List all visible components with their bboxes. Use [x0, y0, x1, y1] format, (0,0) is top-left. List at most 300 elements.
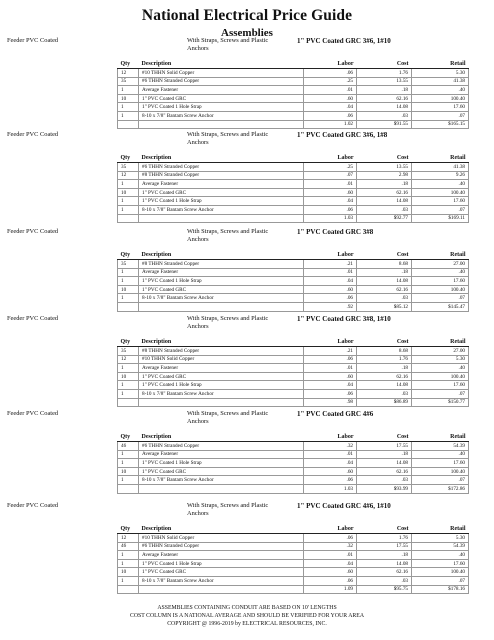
table-cell: 8.68: [357, 260, 412, 269]
table-cell: .01: [304, 364, 357, 373]
footer-line: ASSEMBLIES CONTAINING CONDUIT ARE BASED ON 10' LENGTHS: [157, 605, 337, 611]
table-cell: 1: [118, 551, 139, 560]
assembly-table: [117, 524, 469, 594]
table-header-row: [118, 337, 469, 347]
table-cell: .07: [412, 294, 469, 303]
table-cell: $172.86: [412, 484, 469, 493]
table-cell: .92: [304, 302, 357, 311]
table-cell: .03: [357, 294, 412, 303]
column-header: Cost: [357, 432, 412, 442]
table-cell: .60: [304, 372, 357, 381]
table-cell: 1: [118, 476, 139, 485]
table-cell: 14.08: [357, 103, 412, 112]
table-cell: #6 THHN Stranded Copper: [139, 163, 304, 172]
table-row: [118, 442, 469, 451]
table-cell: .18: [357, 268, 412, 277]
table-cell: 1: [118, 559, 139, 568]
table-row: [118, 197, 469, 206]
table-cell: .06: [304, 205, 357, 214]
table-cell: 10: [118, 285, 139, 294]
table-cell: $169.11: [412, 214, 469, 223]
table-row: [118, 568, 469, 577]
table-cell: .04: [304, 277, 357, 286]
column-header: Qty: [118, 337, 139, 347]
table-cell: 100.40: [412, 372, 469, 381]
table-cell: 1.76: [357, 69, 412, 78]
table-cell: .03: [357, 111, 412, 120]
table-cell: #8 THHN Stranded Copper: [139, 347, 304, 356]
table-cell: #6 THHN Stranded Copper: [139, 77, 304, 86]
table-cell: 10: [118, 372, 139, 381]
table-cell: $91.55: [357, 120, 412, 129]
table-cell: .40: [412, 450, 469, 459]
footer-line: COST COLUMN IS A NATIONAL AVERAGE AND SHOULD BE VERIFIED FOR YOUR AREA: [129, 613, 365, 619]
assembly-table: [117, 250, 469, 312]
assembly-header: [0, 37, 494, 59]
straps-label: With Straps, Screws and Plastic Anchors: [187, 37, 269, 52]
table-header-row: [118, 250, 469, 260]
table-row: [118, 372, 469, 381]
totals-row: [118, 214, 469, 223]
table-cell: .07: [412, 476, 469, 485]
column-header: Labor: [304, 250, 357, 260]
table-cell: 1: [118, 197, 139, 206]
table-cell: 2.98: [357, 171, 412, 180]
table-cell: .03: [357, 476, 412, 485]
column-header: Retail: [412, 250, 469, 260]
table-cell: 1" PVC Coated GRC: [139, 568, 304, 577]
table-row: [118, 389, 469, 398]
table-cell: 1: [118, 86, 139, 95]
table-row: [118, 294, 469, 303]
table-cell: 1: [118, 180, 139, 189]
table-cell: .21: [304, 260, 357, 269]
table-cell: 35: [118, 260, 139, 269]
table-header-row: [118, 524, 469, 534]
totals-row: [118, 398, 469, 407]
feeder-label: Feeder PVC Coated: [7, 131, 59, 138]
table-cell: Average Fastener: [139, 180, 304, 189]
table-cell: 10: [118, 94, 139, 103]
column-header: Retail: [412, 153, 469, 163]
table-cell: 54.39: [412, 442, 469, 451]
assembly-header: [0, 228, 494, 250]
table-cell: 1.76: [357, 534, 412, 543]
table-cell: 5.30: [412, 69, 469, 78]
table-cell: 12: [118, 171, 139, 180]
straps-label: With Straps, Screws and Plastic Anchors: [187, 228, 269, 243]
table-cell: 17.60: [412, 197, 469, 206]
table-cell: 35: [118, 163, 139, 172]
table-cell: .98: [304, 398, 357, 407]
table-row: [118, 171, 469, 180]
table-cell: $178.16: [412, 585, 469, 594]
table-cell: 1: [118, 389, 139, 398]
table-cell: 35: [118, 347, 139, 356]
totals-row: [118, 585, 469, 594]
table-cell: .03: [357, 389, 412, 398]
table-row: [118, 69, 469, 78]
table-cell: 13.55: [357, 163, 412, 172]
totals-row: [118, 484, 469, 493]
table-cell: .07: [412, 205, 469, 214]
table-cell: .04: [304, 103, 357, 112]
table-row: [118, 180, 469, 189]
column-header: Retail: [412, 337, 469, 347]
table-cell: .01: [304, 180, 357, 189]
table-cell: .06: [304, 534, 357, 543]
table-cell: 10: [118, 568, 139, 577]
assembly-section: [0, 502, 494, 593]
assembly-heading: 1" PVC Coated GRC 3#8: [297, 228, 374, 236]
table-cell: .40: [412, 364, 469, 373]
table-cell: #10 THHN Solid Copper: [139, 355, 304, 364]
table-cell: .06: [304, 69, 357, 78]
column-header: Description: [139, 153, 304, 163]
table-cell: 1" PVC Coated 1 Hole Strap: [139, 559, 304, 568]
column-header: Labor: [304, 337, 357, 347]
table-cell: .40: [412, 268, 469, 277]
feeder-label: Feeder PVC Coated: [7, 228, 59, 235]
table-cell: 35: [118, 77, 139, 86]
table-cell: 13.55: [357, 77, 412, 86]
column-header: Cost: [357, 337, 412, 347]
table-row: [118, 163, 469, 172]
table-cell: .18: [357, 364, 412, 373]
table-cell: .06: [304, 476, 357, 485]
table-cell: .06: [304, 389, 357, 398]
table-row: [118, 103, 469, 112]
table-cell: 17.60: [412, 459, 469, 468]
table-cell: 8.68: [357, 347, 412, 356]
table-row: [118, 277, 469, 286]
table-cell: .18: [357, 180, 412, 189]
column-header: Labor: [304, 524, 357, 534]
table-cell: $95.75: [357, 585, 412, 594]
table-cell: 62.16: [357, 372, 412, 381]
table-cell: 1" PVC Coated GRC: [139, 372, 304, 381]
table-cell: 1" PVC Coated 1 Hole Strap: [139, 277, 304, 286]
assembly-section: [0, 228, 494, 310]
column-header: Qty: [118, 250, 139, 260]
table-cell: 41.38: [412, 77, 469, 86]
table-cell: .07: [412, 111, 469, 120]
table-cell: .60: [304, 94, 357, 103]
table-cell: [118, 398, 139, 407]
table-header-row: [118, 59, 469, 69]
table-cell: Average Fastener: [139, 268, 304, 277]
column-header: Qty: [118, 432, 139, 442]
table-cell: [118, 120, 139, 129]
table-cell: 1.03: [304, 484, 357, 493]
straps-label: With Straps, Screws and Plastic Anchors: [187, 131, 269, 146]
table-row: [118, 355, 469, 364]
table-cell: [118, 214, 139, 223]
table-cell: 14.08: [357, 381, 412, 390]
column-header: Cost: [357, 59, 412, 69]
table-cell: 8-10 x 7/8" Bantam Screw Anchor: [139, 294, 304, 303]
table-cell: 62.16: [357, 94, 412, 103]
column-header: Labor: [304, 153, 357, 163]
table-cell: .21: [304, 347, 357, 356]
table-cell: 12: [118, 534, 139, 543]
table-cell: .06: [304, 111, 357, 120]
table-cell: [139, 484, 304, 493]
table-cell: 1: [118, 205, 139, 214]
table-cell: 1" PVC Coated GRC: [139, 467, 304, 476]
assembly-header: [0, 315, 494, 337]
table-cell: 14.08: [357, 277, 412, 286]
table-cell: [139, 302, 304, 311]
feeder-label: Feeder PVC Coated: [7, 315, 59, 322]
table-cell: 12: [118, 69, 139, 78]
table-cell: [139, 585, 304, 594]
table-cell: .06: [304, 355, 357, 364]
table-cell: [118, 484, 139, 493]
table-cell: $150.77: [412, 398, 469, 407]
table-cell: .60: [304, 188, 357, 197]
page-subtitle: Assemblies: [221, 27, 273, 39]
table-cell: 100.40: [412, 568, 469, 577]
table-row: [118, 542, 469, 551]
table-cell: .06: [304, 294, 357, 303]
table-cell: 8-10 x 7/8" Bantam Screw Anchor: [139, 389, 304, 398]
table-cell: 1" PVC Coated 1 Hole Strap: [139, 459, 304, 468]
table-cell: 12: [118, 355, 139, 364]
table-cell: 10: [118, 467, 139, 476]
table-cell: #10 THHN Solid Copper: [139, 69, 304, 78]
table-cell: 1: [118, 459, 139, 468]
footer-line: COPYRIGHT @ 1996-2019 by ELECTRICAL RESOURCES, INC.: [167, 621, 327, 627]
table-cell: $145.47: [412, 302, 469, 311]
table-cell: 8-10 x 7/8" Bantam Screw Anchor: [139, 111, 304, 120]
table-cell: .01: [304, 450, 357, 459]
table-row: [118, 534, 469, 543]
feeder-label: Feeder PVC Coated: [7, 502, 59, 509]
table-cell: .60: [304, 467, 357, 476]
table-cell: 41.38: [412, 163, 469, 172]
assembly-section: [0, 315, 494, 406]
table-cell: .60: [304, 285, 357, 294]
column-header: Cost: [357, 250, 412, 260]
table-cell: 1" PVC Coated 1 Hole Strap: [139, 197, 304, 206]
table-row: [118, 576, 469, 585]
totals-row: [118, 120, 469, 129]
table-cell: .01: [304, 268, 357, 277]
table-cell: .25: [304, 77, 357, 86]
table-cell: 1.76: [357, 355, 412, 364]
table-row: [118, 94, 469, 103]
table-cell: 54.39: [412, 542, 469, 551]
assembly-table: [117, 153, 469, 223]
column-header: Description: [139, 250, 304, 260]
table-cell: 1: [118, 450, 139, 459]
table-cell: 100.40: [412, 188, 469, 197]
column-header: Qty: [118, 59, 139, 69]
column-header: Cost: [357, 153, 412, 163]
column-header: Description: [139, 337, 304, 347]
table-cell: .07: [304, 171, 357, 180]
table-cell: 17.55: [357, 442, 412, 451]
table-cell: $165.15: [412, 120, 469, 129]
table-cell: Average Fastener: [139, 364, 304, 373]
table-cell: Average Fastener: [139, 86, 304, 95]
table-cell: 1: [118, 111, 139, 120]
assembly-table: [117, 59, 469, 129]
straps-label: With Straps, Screws and Plastic Anchors: [187, 315, 269, 330]
table-row: [118, 347, 469, 356]
table-row: [118, 268, 469, 277]
table-cell: .03: [357, 205, 412, 214]
table-cell: 8-10 x 7/8" Bantam Screw Anchor: [139, 476, 304, 485]
table-cell: 27.00: [412, 347, 469, 356]
table-cell: 17.60: [412, 103, 469, 112]
table-cell: .40: [412, 86, 469, 95]
table-row: [118, 559, 469, 568]
assembly-table: [117, 337, 469, 407]
table-cell: 1: [118, 268, 139, 277]
page-title: National Electrical Price Guide: [141, 7, 353, 24]
table-cell: 10: [118, 188, 139, 197]
table-cell: .40: [412, 551, 469, 560]
table-cell: .04: [304, 559, 357, 568]
table-cell: 1: [118, 381, 139, 390]
table-row: [118, 459, 469, 468]
column-header: Cost: [357, 524, 412, 534]
straps-label: With Straps, Screws and Plastic Anchors: [187, 410, 269, 425]
table-cell: 5.30: [412, 534, 469, 543]
table-row: [118, 450, 469, 459]
column-header: Description: [139, 432, 304, 442]
table-cell: 14.08: [357, 459, 412, 468]
table-cell: 14.08: [357, 197, 412, 206]
column-header: Description: [139, 59, 304, 69]
table-cell: 17.55: [357, 542, 412, 551]
table-cell: .40: [412, 180, 469, 189]
feeder-label: Feeder PVC Coated: [7, 410, 59, 417]
table-row: [118, 381, 469, 390]
straps-label: With Straps, Screws and Plastic Anchors: [187, 502, 269, 517]
table-header-row: [118, 432, 469, 442]
assembly-table: [117, 432, 469, 494]
table-cell: 14.08: [357, 559, 412, 568]
table-cell: 1" PVC Coated 1 Hole Strap: [139, 381, 304, 390]
table-cell: .07: [412, 576, 469, 585]
assembly-section: [0, 37, 494, 128]
table-cell: [118, 585, 139, 594]
table-cell: #10 THHN Solid Copper: [139, 534, 304, 543]
table-cell: 46: [118, 442, 139, 451]
table-cell: 100.40: [412, 94, 469, 103]
table-cell: 62.16: [357, 188, 412, 197]
table-cell: .32: [304, 442, 357, 451]
table-cell: 9.26: [412, 171, 469, 180]
assembly-header: [0, 502, 494, 524]
table-cell: $93.99: [357, 484, 412, 493]
table-cell: Average Fastener: [139, 450, 304, 459]
assembly-header: [0, 131, 494, 153]
table-cell: #6 THHN Stranded Copper: [139, 542, 304, 551]
assembly-heading: 1" PVC Coated GRC 3#6, 1#10: [297, 37, 391, 45]
table-row: [118, 476, 469, 485]
column-header: Labor: [304, 432, 357, 442]
table-row: [118, 111, 469, 120]
table-cell: $92.77: [357, 214, 412, 223]
table-cell: 1.02: [304, 120, 357, 129]
table-cell: 46: [118, 542, 139, 551]
table-cell: 27.00: [412, 260, 469, 269]
table-cell: 100.40: [412, 467, 469, 476]
table-row: [118, 205, 469, 214]
table-cell: .18: [357, 551, 412, 560]
table-header-row: [118, 153, 469, 163]
table-cell: 62.16: [357, 285, 412, 294]
table-cell: [139, 214, 304, 223]
footer-notes: [0, 604, 494, 628]
table-cell: 100.40: [412, 285, 469, 294]
table-cell: [139, 120, 304, 129]
table-cell: 1" PVC Coated GRC: [139, 188, 304, 197]
table-row: [118, 364, 469, 373]
table-cell: .18: [357, 450, 412, 459]
table-cell: 17.60: [412, 559, 469, 568]
table-cell: 8-10 x 7/8" Bantam Screw Anchor: [139, 205, 304, 214]
table-row: [118, 86, 469, 95]
table-row: [118, 260, 469, 269]
column-header: Retail: [412, 59, 469, 69]
table-cell: [118, 302, 139, 311]
table-cell: 17.60: [412, 381, 469, 390]
column-header: Qty: [118, 524, 139, 534]
assembly-section: [0, 410, 494, 492]
table-cell: #6 THHN Stranded Copper: [139, 442, 304, 451]
table-cell: 1: [118, 294, 139, 303]
table-cell: 62.16: [357, 568, 412, 577]
table-cell: #8 THHN Stranded Copper: [139, 260, 304, 269]
table-cell: .18: [357, 86, 412, 95]
table-cell: .06: [304, 576, 357, 585]
table-cell: .04: [304, 197, 357, 206]
assembly-heading: 1" PVC Coated GRC 3#8, 1#10: [297, 315, 391, 323]
totals-row: [118, 302, 469, 311]
table-cell: 1" PVC Coated GRC: [139, 94, 304, 103]
assembly-section: [0, 131, 494, 222]
table-row: [118, 551, 469, 560]
table-cell: 1: [118, 277, 139, 286]
assembly-heading: 1" PVC Coated GRC 4#6: [297, 410, 374, 418]
feeder-label: Feeder PVC Coated: [7, 37, 59, 44]
table-cell: 8-10 x 7/8" Bantam Screw Anchor: [139, 576, 304, 585]
table-row: [118, 467, 469, 476]
table-cell: .25: [304, 163, 357, 172]
assembly-heading: 1" PVC Coated GRC 4#6, 1#10: [297, 502, 391, 510]
table-row: [118, 285, 469, 294]
table-cell: 1: [118, 103, 139, 112]
table-cell: #8 THHN Stranded Copper: [139, 171, 304, 180]
table-cell: 5.30: [412, 355, 469, 364]
table-cell: .32: [304, 542, 357, 551]
table-cell: 1.03: [304, 214, 357, 223]
table-cell: 1: [118, 364, 139, 373]
table-cell: .01: [304, 551, 357, 560]
table-cell: 1" PVC Coated 1 Hole Strap: [139, 103, 304, 112]
assembly-heading: 1" PVC Coated GRC 3#6, 1#8: [297, 131, 388, 139]
column-header: Labor: [304, 59, 357, 69]
table-cell: $85.12: [357, 302, 412, 311]
table-cell: .07: [412, 389, 469, 398]
table-cell: .03: [357, 576, 412, 585]
table-cell: 1.09: [304, 585, 357, 594]
